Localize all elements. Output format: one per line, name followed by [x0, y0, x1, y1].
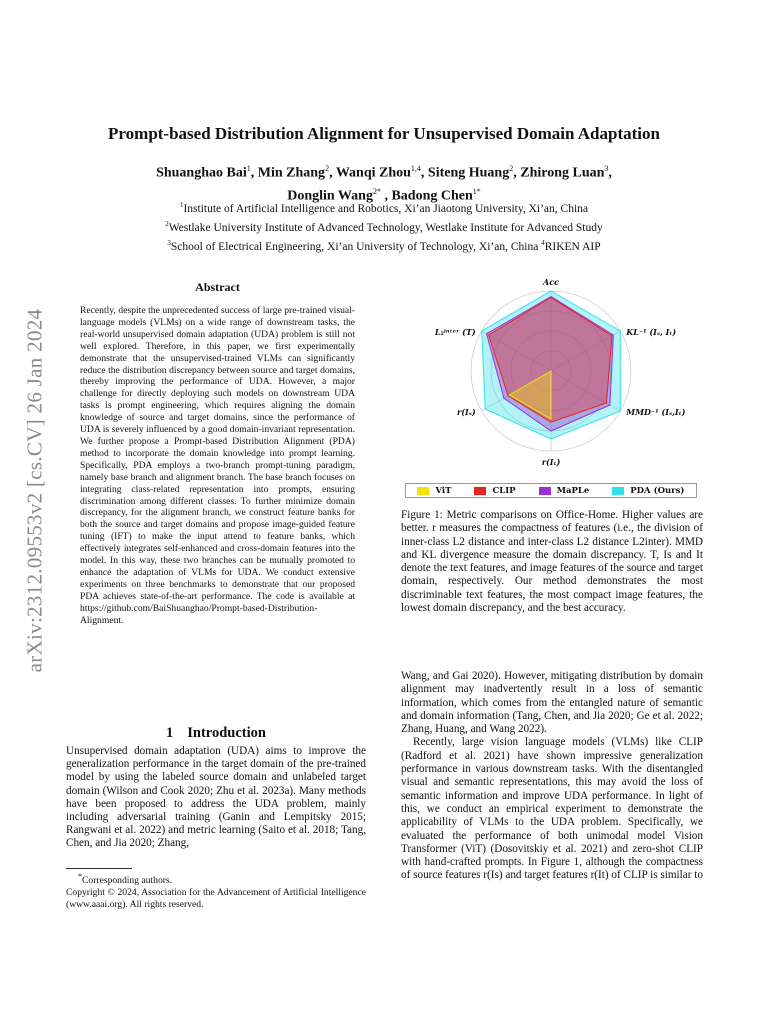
author-line-1: Shuanghao Bai$^1$, Min Zhang$^2$, Wanqi Zhou$^{1,4}$, Siteng Huang$^2$, Zhirong Luan$^3$,	[156, 164, 612, 181]
affiliation: $^2$Westlake University Institute of Advanced Technology, Westlake Institute for Advanced Study	[165, 219, 603, 234]
figure-caption	[401, 509, 703, 615]
affiliation: $^1$Institute of Artificial Intelligence and Robotics, Xi’an Jiaotong University, Xi’an, China	[179, 201, 589, 215]
radar-axis-label: KL⁻¹ (Iₛ, Iₜ)	[626, 327, 677, 337]
arxiv-stamp-text: arXiv:2312.09553v2 [cs.CV] 26 Jan 2024	[22, 308, 47, 672]
author-name: Wanqi Zhou	[335, 165, 411, 181]
legend-item-vit: ViT	[417, 486, 451, 496]
radar-axis-label: L₂ⁱⁿᵗᵉʳ (T)	[434, 327, 476, 337]
section-heading	[66, 725, 366, 742]
legend-item-clip: CLIP	[474, 486, 515, 496]
author-name: Zhirong Luan	[520, 165, 605, 181]
body-paragraph: Recently, large vision language models (VLMs) like CLIP (Radford et al. 2021) have shown impressive generalization performance in various downstream tasks. With the disentangled visual and semantic representations, this may avoid the loss of semantic information and improve UDA performance. In light of this, we conduct an empirical experiment to demonstrate the applicability of VLMs to the UDA problem. Specifically, we evaluated the performance of both unimodal model Vision Transformer (ViT) (Dosovitskiy et al. 2021) and zero-shot CLIP with hand-crafted prompts. In Figure 1, although the compactness of source features r(Is) and target features r(It) of CLIP is similar to	[401, 736, 703, 882]
body-paragraph: Wang, and Gai 2020). However, mitigating distribution by domain alignment may inadvertently result in a loss of semantic information, which comes from the entangled nature of semantic and domain information (Tang, Chen, and Jia 2020; Ge et al. 2022; Zhang, Huang, and Wang 2022).	[401, 670, 703, 736]
caption-label: Figure 1:	[401, 509, 443, 521]
section-title: Introduction	[187, 725, 266, 741]
legend-swatch	[417, 487, 429, 495]
abstract-heading: Abstract	[195, 280, 240, 294]
affiliation: $^3$School of Electrical Engineering, Xi’an University of Technology, Xi’an, China $^4$RIKEN AIP	[167, 238, 601, 253]
author-name: Min Zhang	[257, 165, 326, 181]
radar-chart	[400, 272, 702, 482]
radar-figure	[400, 272, 702, 502]
abstract-text: Recently, despite the unprecedented success of large pre-trained visual-language models (VLMs) on a wide range of downstream tasks, the real-world unsupervised domain adaptation (UDA) problem is still not well explored. Therefore, in this paper, we first experimentally demonstrate that the unsupervised-trained VLMs can significantly reduce the distribution discrepancy between source and target domains, thereby improving the performance of UDA. However, a major challenge for directly deploying such models on downstream UDA tasks is prompt engineering, which requires aligning the domain knowledge of source and target domains, since the performance of UDA is severely influenced by a good domain-invariant representation. We further propose a Prompt-based Distribution Alignment (PDA) method to incorporate the domain knowledge into prompt learning. Specifically, PDA employs a two-branch prompt-tuning paradigm, namely base branch and alignment branch. The base branch focuses on integrating class-related representation into prompts, ensuring discrimination among different classes. To further minimize domain discrepancy, for the alignment branch, we construct feature banks for both the source and target domains and propose image-guided feature tuning (IFT) to make the input attend to feature banks, which effectively integrates self-enhanced and cross-domain features into the model. In this way, these two branches can be mutually promoted to enhance the adaptation of VLMs for UDA. We conduct extensive experiments on three benchmarks to demonstrate that our proposed PDA achieves state-of-the-art performance. The code is available at https://github.com/BaiShuanghao/Prompt-based-Distribution-Alignment.	[80, 305, 355, 626]
author-line-2: Donglin Wang$^{2*}$ , Badong Chen$^{1*}$	[287, 186, 481, 204]
legend-swatch	[474, 487, 486, 495]
legend-item-maple: MaPLe	[539, 486, 590, 496]
author-name: Badong Chen	[391, 188, 473, 204]
footnote-copyright: Copyright © 2024, Association for the Advancement of Artificial Intelligence (www.aaai.org). All rights reserved.	[66, 887, 366, 911]
legend-swatch	[612, 487, 624, 495]
footnote-corresponding: *Corresponding authors.	[78, 872, 173, 887]
author-name: Shuanghao Bai	[156, 165, 247, 181]
radar-axis-label: r(Iₜ)	[541, 457, 561, 467]
radar-axis-label: MMD⁻¹ (Iₛ,Iₜ)	[626, 407, 686, 417]
intro-paragraph: Unsupervised domain adaptation (UDA) aims to improve the generalization performance in the target domain of the pre-trained model by using the labeled source domain and unlabeled target domain (Wilson and Cook 2020; Zhu et al. 2023a). Many methods have been proposed to address the UDA problem, mainly including adversarial training (Ganin and Lempitsky 2015; Rangwani et al. 2022) and metric learning (Saito et al. 2018; Tang, Chen, and Jia 2020; Zhang,	[66, 745, 366, 850]
footnote-rule	[66, 868, 132, 869]
right-column-text	[401, 670, 703, 883]
radar-axis-label: r(Iₛ)	[457, 407, 476, 417]
section-number: 1	[166, 725, 174, 741]
arxiv-stamp	[22, 275, 48, 705]
paper-title: Prompt-based Distribution Alignment for Unsupervised Domain Adaptation	[108, 124, 660, 143]
legend-item-pda: PDA (Ours)	[612, 486, 684, 496]
affiliations	[66, 198, 702, 254]
caption-text: Metric comparisons on Office-Home. Higher values are better. r measures the compactness of features (i.e., the division of inner-class L2 distance and inter-class L2 distance L2inter). MMD and KL divergence measure the domain discrepancy. T, Is and It denote the text features, and image features of the source and target domain, respectively. Our method demonstrates the most discriminable text features, the most compact image features, the lowest domain discrepancy, and the best accuracy.	[401, 509, 704, 615]
author-name: Siteng Huang	[427, 165, 510, 181]
chart-legend	[405, 483, 697, 498]
radar-axis-label: Acc	[543, 277, 559, 287]
footnotes	[66, 871, 366, 911]
legend-swatch	[539, 487, 551, 495]
author-name: Donglin Wang	[287, 188, 373, 204]
